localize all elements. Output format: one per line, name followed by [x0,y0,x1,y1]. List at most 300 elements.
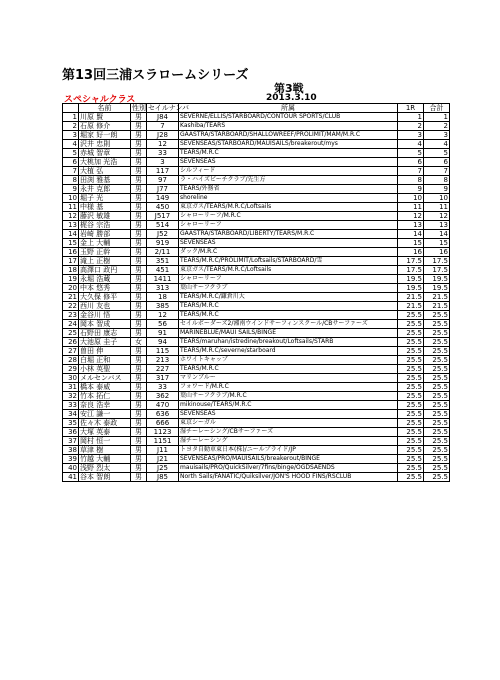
racer-sex: 男 [131,212,147,221]
table-row [63,194,450,203]
racer-sex: 男 [131,365,147,374]
racer-name: 岡本 智成 [79,320,131,329]
total-score: 21.5 [424,293,450,302]
table-row [63,149,450,158]
affiliation: SEVENSEAS/STARBOARD/MAUISAILS/breakerout/mys [179,140,398,149]
affiliation: GAASTRA/STARBOARD/SHALLOWREEF/PROLIMIT/MAM/M.R.C [179,131,398,140]
affiliation: 東京シーガル [179,419,398,428]
racer-name: 中本 悠秀 [79,284,131,293]
sail-number: 33 [147,383,179,392]
affiliation: マリンブルー [179,374,398,383]
affiliation: Kashiba/TEARS [179,122,398,131]
table-row [63,221,450,230]
row-number: 36 [63,428,79,437]
sail-number: 636 [147,410,179,419]
racer-sex: 男 [131,464,147,473]
row-number: 3 [63,131,79,140]
racer-sex: 男 [131,347,147,356]
racer-name: 奈良 浩幸 [79,401,131,410]
racer-sex: 男 [131,446,147,455]
round1-score: 9 [398,185,424,194]
affiliation: SEVERNE/ELLIS/STARBOARD/CONTOUR SPORTS/CLUB [179,113,398,122]
round1-score: 25.5 [398,473,424,482]
col-header-affiliation: 所属 [179,104,398,113]
racer-name: 安江 謙一 [79,410,131,419]
table-row [63,392,450,401]
row-number: 21 [63,293,79,302]
round1-score: 25.5 [398,410,424,419]
row-number: 16 [63,248,79,257]
row-number: 24 [63,320,79,329]
round1-score: 11 [398,203,424,212]
table-row [63,113,450,122]
round1-score: 25.5 [398,428,424,437]
table-row [63,131,450,140]
racer-name: 西川 友也 [79,302,131,311]
sail-number: J517 [147,212,179,221]
table-row [63,257,450,266]
affiliation: GAASTRA/STARBOARD/LIBERTY/TEARS/M.R.C [179,230,398,239]
row-number: 19 [63,275,79,284]
racer-sex: 男 [131,419,147,428]
sail-number: 213 [147,356,179,365]
row-number: 37 [63,437,79,446]
racer-name: 岩崎 勝部 [79,230,131,239]
total-score: 25.5 [424,410,450,419]
round1-score: 25.5 [398,419,424,428]
racer-sex: 男 [131,392,147,401]
table-row [63,302,450,311]
racer-sex: 男 [131,203,147,212]
round1-score: 21.5 [398,293,424,302]
round1-score: 3 [398,131,424,140]
row-number: 40 [63,464,79,473]
racer-sex: 男 [131,239,147,248]
total-score: 25.5 [424,455,450,464]
affiliation: TEARS/M.R.C [179,365,398,374]
racer-name: 大桃加 光浩 [79,158,131,167]
racer-name: 玉野 正幹 [79,248,131,257]
affiliation: SEVENSEAS [179,158,398,167]
affiliation: シャローリーフ [179,221,398,230]
row-number: 25 [63,329,79,338]
sail-number: J52 [147,230,179,239]
row-number: 7 [63,167,79,176]
sail-number: 91 [147,329,179,338]
racer-sex: 男 [131,167,147,176]
total-score: 15 [424,239,450,248]
row-number: 35 [63,419,79,428]
row-number: 38 [63,446,79,455]
sail-number: 450 [147,203,179,212]
round-label: 第3戦 [274,82,304,95]
racer-sex: 男 [131,176,147,185]
sail-number: 313 [147,284,179,293]
round1-score: 25.5 [398,446,424,455]
table-row [63,338,450,347]
affiliation: TEARS/M.R.C [179,149,398,158]
racer-sex: 男 [131,284,147,293]
sail-number: 1411 [147,275,179,284]
racer-name: 滝上 正樹 [79,257,131,266]
round1-score: 6 [398,158,424,167]
row-number: 29 [63,365,79,374]
table-row [63,176,450,185]
round1-score: 19.5 [398,275,424,284]
total-score: 19.5 [424,275,450,284]
sail-number: 94 [147,338,179,347]
sail-number: J21 [147,455,179,464]
racer-sex: 男 [131,194,147,203]
racer-sex: 男 [131,410,147,419]
racer-sex: 男 [131,329,147,338]
table-row [63,383,450,392]
total-score: 16 [424,248,450,257]
affiliation: SEVENSEAS/PRO/MAUISAILS/breakerout/BINGE [179,455,398,464]
round1-score: 13 [398,221,424,230]
racer-name: 金上 大輔 [79,239,131,248]
racer-name: 竹本 拓仁 [79,392,131,401]
racer-sex: 男 [131,473,147,482]
sail-number: J77 [147,185,179,194]
page-title: 第13回三浦スラロームシリーズ [62,68,249,83]
round1-score: 19.5 [398,284,424,293]
table-row [63,140,450,149]
racer-sex: 男 [131,248,147,257]
total-score: 17.5 [424,257,450,266]
racer-name: 小林 英聖 [79,365,131,374]
table-row [63,275,450,284]
results-table [62,103,450,482]
total-score: 4 [424,140,450,149]
racer-name: 藤沢 敏雄 [79,212,131,221]
racer-name: 白堀 正和 [79,356,131,365]
round1-score: 25.5 [398,374,424,383]
table-row [63,230,450,239]
row-number: 23 [63,311,79,320]
round1-score: 25.5 [398,329,424,338]
total-score: 3 [424,131,450,140]
round1-score: 4 [398,140,424,149]
round1-score: 25.5 [398,338,424,347]
table-header-row [63,104,450,113]
affiliation: mikinouse/TEARS/M.R.C [179,401,398,410]
row-number: 5 [63,149,79,158]
racer-name: 谷本 智朗 [79,473,131,482]
row-number: 39 [63,455,79,464]
sail-number: 149 [147,194,179,203]
racer-sex: 男 [131,257,147,266]
total-score: 25.5 [424,329,450,338]
row-number: 9 [63,185,79,194]
table-row [63,374,450,383]
affiliation: TEARS/maruhan/istredine/breakout/Loftsails/STARB [179,338,398,347]
col-header-round1: 1R [398,104,424,113]
round1-score: 25.5 [398,383,424,392]
affiliation: TEARS/M.R.C/severne/starboard [179,347,398,356]
racer-name: 草津 樹 [79,446,131,455]
round1-score: 25.5 [398,356,424,365]
affiliation: ラ・ハイズビーチクラブ/先生方 [179,176,398,185]
sail-number: 1123 [147,428,179,437]
sail-number: 227 [147,365,179,374]
total-score: 2 [424,122,450,131]
table-row [63,428,450,437]
racer-name: 沢井 忠則 [79,140,131,149]
affiliation: ホワイトキャップ [179,356,398,365]
racer-sex: 男 [131,113,147,122]
col-header-sex: 性別 [132,104,146,112]
round1-score: 25.5 [398,365,424,374]
racer-sex: 男 [131,455,147,464]
row-number: 27 [63,347,79,356]
sail-number: 1151 [147,437,179,446]
table-row [63,266,450,275]
affiliation: 東京ガス/TEARS/M.R.C/Loftsails [179,203,398,212]
total-score: 25.5 [424,473,450,482]
table-row [63,365,450,374]
round1-score: 7 [398,167,424,176]
total-score: 25.5 [424,419,450,428]
col-header-total: 合計 [424,104,450,113]
total-score: 21.5 [424,302,450,311]
total-score: 13 [424,221,450,230]
total-score: 14 [424,230,450,239]
racer-sex: 男 [131,320,147,329]
table-row [63,455,450,464]
affiliation: セイルボーダーズ2/湘南ウインドサーフィンスクール/CBサーファーズ [179,320,398,329]
affiliation: 東京ガス/TEARS/M.R.C/Loftsails [179,266,398,275]
total-score: 25.5 [424,446,450,455]
racer-sex: 男 [131,149,147,158]
row-number: 34 [63,410,79,419]
racer-sex: 男 [131,401,147,410]
sail-number: 7 [147,122,179,131]
affiliation: ダック/M.R.C [179,248,398,257]
round1-score: 25.5 [398,455,424,464]
total-score: 25.5 [424,401,450,410]
affiliation: SEVENSEAS [179,410,398,419]
affiliation: 葉山サーフクラブ [179,284,398,293]
affiliation: shoreline [179,194,398,203]
racer-name: 曽田 伸 [79,347,131,356]
racer-name: 岡村 恒一 [79,437,131,446]
col-header-no [63,104,79,113]
table-row [63,203,450,212]
affiliation: シャローリーフ [179,275,398,284]
table-row [63,437,450,446]
row-number: 11 [63,203,79,212]
row-number: 17 [63,257,79,266]
total-score: 19.5 [424,284,450,293]
affiliation: mauisails/PRO/QuickSilver/7fins/binge/OGDSAENDS [179,464,398,473]
affiliation: シャローリーフ/M.R.C [179,212,398,221]
round1-score: 21.5 [398,302,424,311]
row-number: 31 [63,383,79,392]
racer-name: 浅野 烈太 [79,464,131,473]
racer-sex: 男 [131,302,147,311]
row-number: 15 [63,239,79,248]
round1-score: 17.5 [398,266,424,275]
racer-sex: 男 [131,140,147,149]
row-number: 4 [63,140,79,149]
table-row [63,446,450,455]
sail-number: 666 [147,419,179,428]
table-row [63,320,450,329]
racer-name: 石原 修介 [79,122,131,131]
affiliation: 湿チーレーシング/CBサーファーズ [179,428,398,437]
sail-number: 317 [147,374,179,383]
racer-name: 大塚 英泰 [79,428,131,437]
affiliation: シルフィード [179,167,398,176]
racer-name: 梶谷 宗浩 [79,221,131,230]
racer-sex: 男 [131,185,147,194]
racer-name: 佐々木 泰政 [79,419,131,428]
racer-name: 高澤口 政円 [79,266,131,275]
racer-sex: 男 [131,230,147,239]
row-number: 41 [63,473,79,482]
affiliation: 湿チーレーシング [179,437,398,446]
sail-number: 12 [147,140,179,149]
table-row [63,419,450,428]
racer-name: 堀子 光 [79,194,131,203]
racer-name: 中様 基 [79,203,131,212]
table-row [63,185,450,194]
round1-score: 25.5 [398,464,424,473]
row-number: 20 [63,284,79,293]
affiliation: TEARS/M.R.C [179,302,398,311]
racer-name: 石野田 康志 [79,329,131,338]
racer-sex: 男 [131,293,147,302]
sail-number: 117 [147,167,179,176]
racer-sex: 男 [131,374,147,383]
round1-score: 25.5 [398,437,424,446]
sail-number: 56 [147,320,179,329]
table-row [63,356,450,365]
affiliation: トヨタ自動車東日本(株)/ニールプライド/JP [179,446,398,455]
total-score: 9 [424,185,450,194]
racer-name: 田渕 雅基 [79,176,131,185]
racer-name: 竹越 大輔 [79,455,131,464]
round1-score: 25.5 [398,347,424,356]
sail-number: 33 [147,149,179,158]
row-number: 10 [63,194,79,203]
affiliation: TEARS/M.R.C [179,311,398,320]
racer-name: 永井 克郎 [79,185,131,194]
round1-score: 12 [398,212,424,221]
table-row [63,410,450,419]
row-number: 8 [63,176,79,185]
total-score: 7 [424,167,450,176]
round1-score: 16 [398,248,424,257]
round1-score: 2 [398,122,424,131]
affiliation: TEARS/M.R.C/PROLIMIT/Loftsails/STARBOARD/雪 [179,257,398,266]
total-score: 25.5 [424,464,450,473]
total-score: 25.5 [424,437,450,446]
total-score: 25.5 [424,428,450,437]
racer-name: 大池原 圭子 [79,338,131,347]
table-row [63,464,450,473]
affiliation: MARINEBLUE/MAUI SAILS/BINGE [179,329,398,338]
sail-number: 470 [147,401,179,410]
sail-number: J28 [147,131,179,140]
table-row [63,473,450,482]
total-score: 1 [424,113,450,122]
total-score: 25.5 [424,383,450,392]
total-score: 12 [424,212,450,221]
racer-sex: 女 [131,338,147,347]
round1-score: 8 [398,176,424,185]
table-row [63,122,450,131]
row-number: 30 [63,374,79,383]
table-row [63,248,450,257]
sail-number: J84 [147,113,179,122]
row-number: 12 [63,212,79,221]
table-row [63,347,450,356]
round1-score: 25.5 [398,320,424,329]
row-number: 14 [63,230,79,239]
total-score: 25.5 [424,392,450,401]
round1-score: 15 [398,239,424,248]
sail-number: 362 [147,392,179,401]
event-date: 2013.3.10 [266,93,317,103]
racer-name: メルセンバス [79,374,131,383]
table-row [63,401,450,410]
total-score: 25.5 [424,365,450,374]
racer-name: 金谷川 悟 [79,311,131,320]
class-label: スペシャルクラス [64,95,136,105]
row-number: 32 [63,392,79,401]
racer-name: 大久保 修平 [79,293,131,302]
racer-name: 橋本 泰威 [79,383,131,392]
total-score: 11 [424,203,450,212]
table-row [63,212,450,221]
affiliation: 葉山サーフクラブ/M.R.C [179,392,398,401]
table-row [63,158,450,167]
sail-number: 12 [147,311,179,320]
table-row [63,239,450,248]
racer-sex: 男 [131,383,147,392]
table-row [63,293,450,302]
round1-score: 25.5 [398,311,424,320]
total-score: 6 [424,158,450,167]
affiliation: TEARS/M.R.C/鎌倉川大 [179,293,398,302]
row-number: 18 [63,266,79,275]
racer-sex: 男 [131,275,147,284]
table-row [63,329,450,338]
racer-sex: 男 [131,437,147,446]
sail-number: 514 [147,221,179,230]
col-header-sail-number: セイルナンバ [148,104,189,112]
total-score: 5 [424,149,450,158]
results-body [63,113,450,482]
racer-sex: 男 [131,122,147,131]
racer-sex: 男 [131,131,147,140]
racer-sex: 男 [131,428,147,437]
sail-number: 115 [147,347,179,356]
sail-number: 385 [147,302,179,311]
affiliation: SEVENSEAS [179,239,398,248]
row-number: 1 [63,113,79,122]
round1-score: 10 [398,194,424,203]
row-number: 6 [63,158,79,167]
sail-number: J11 [147,446,179,455]
round1-score: 25.5 [398,401,424,410]
affiliation: TEARS/外務省 [179,185,398,194]
affiliation: フォワード/M.R.C [179,383,398,392]
round1-score: 5 [398,149,424,158]
sail-number: 3 [147,158,179,167]
